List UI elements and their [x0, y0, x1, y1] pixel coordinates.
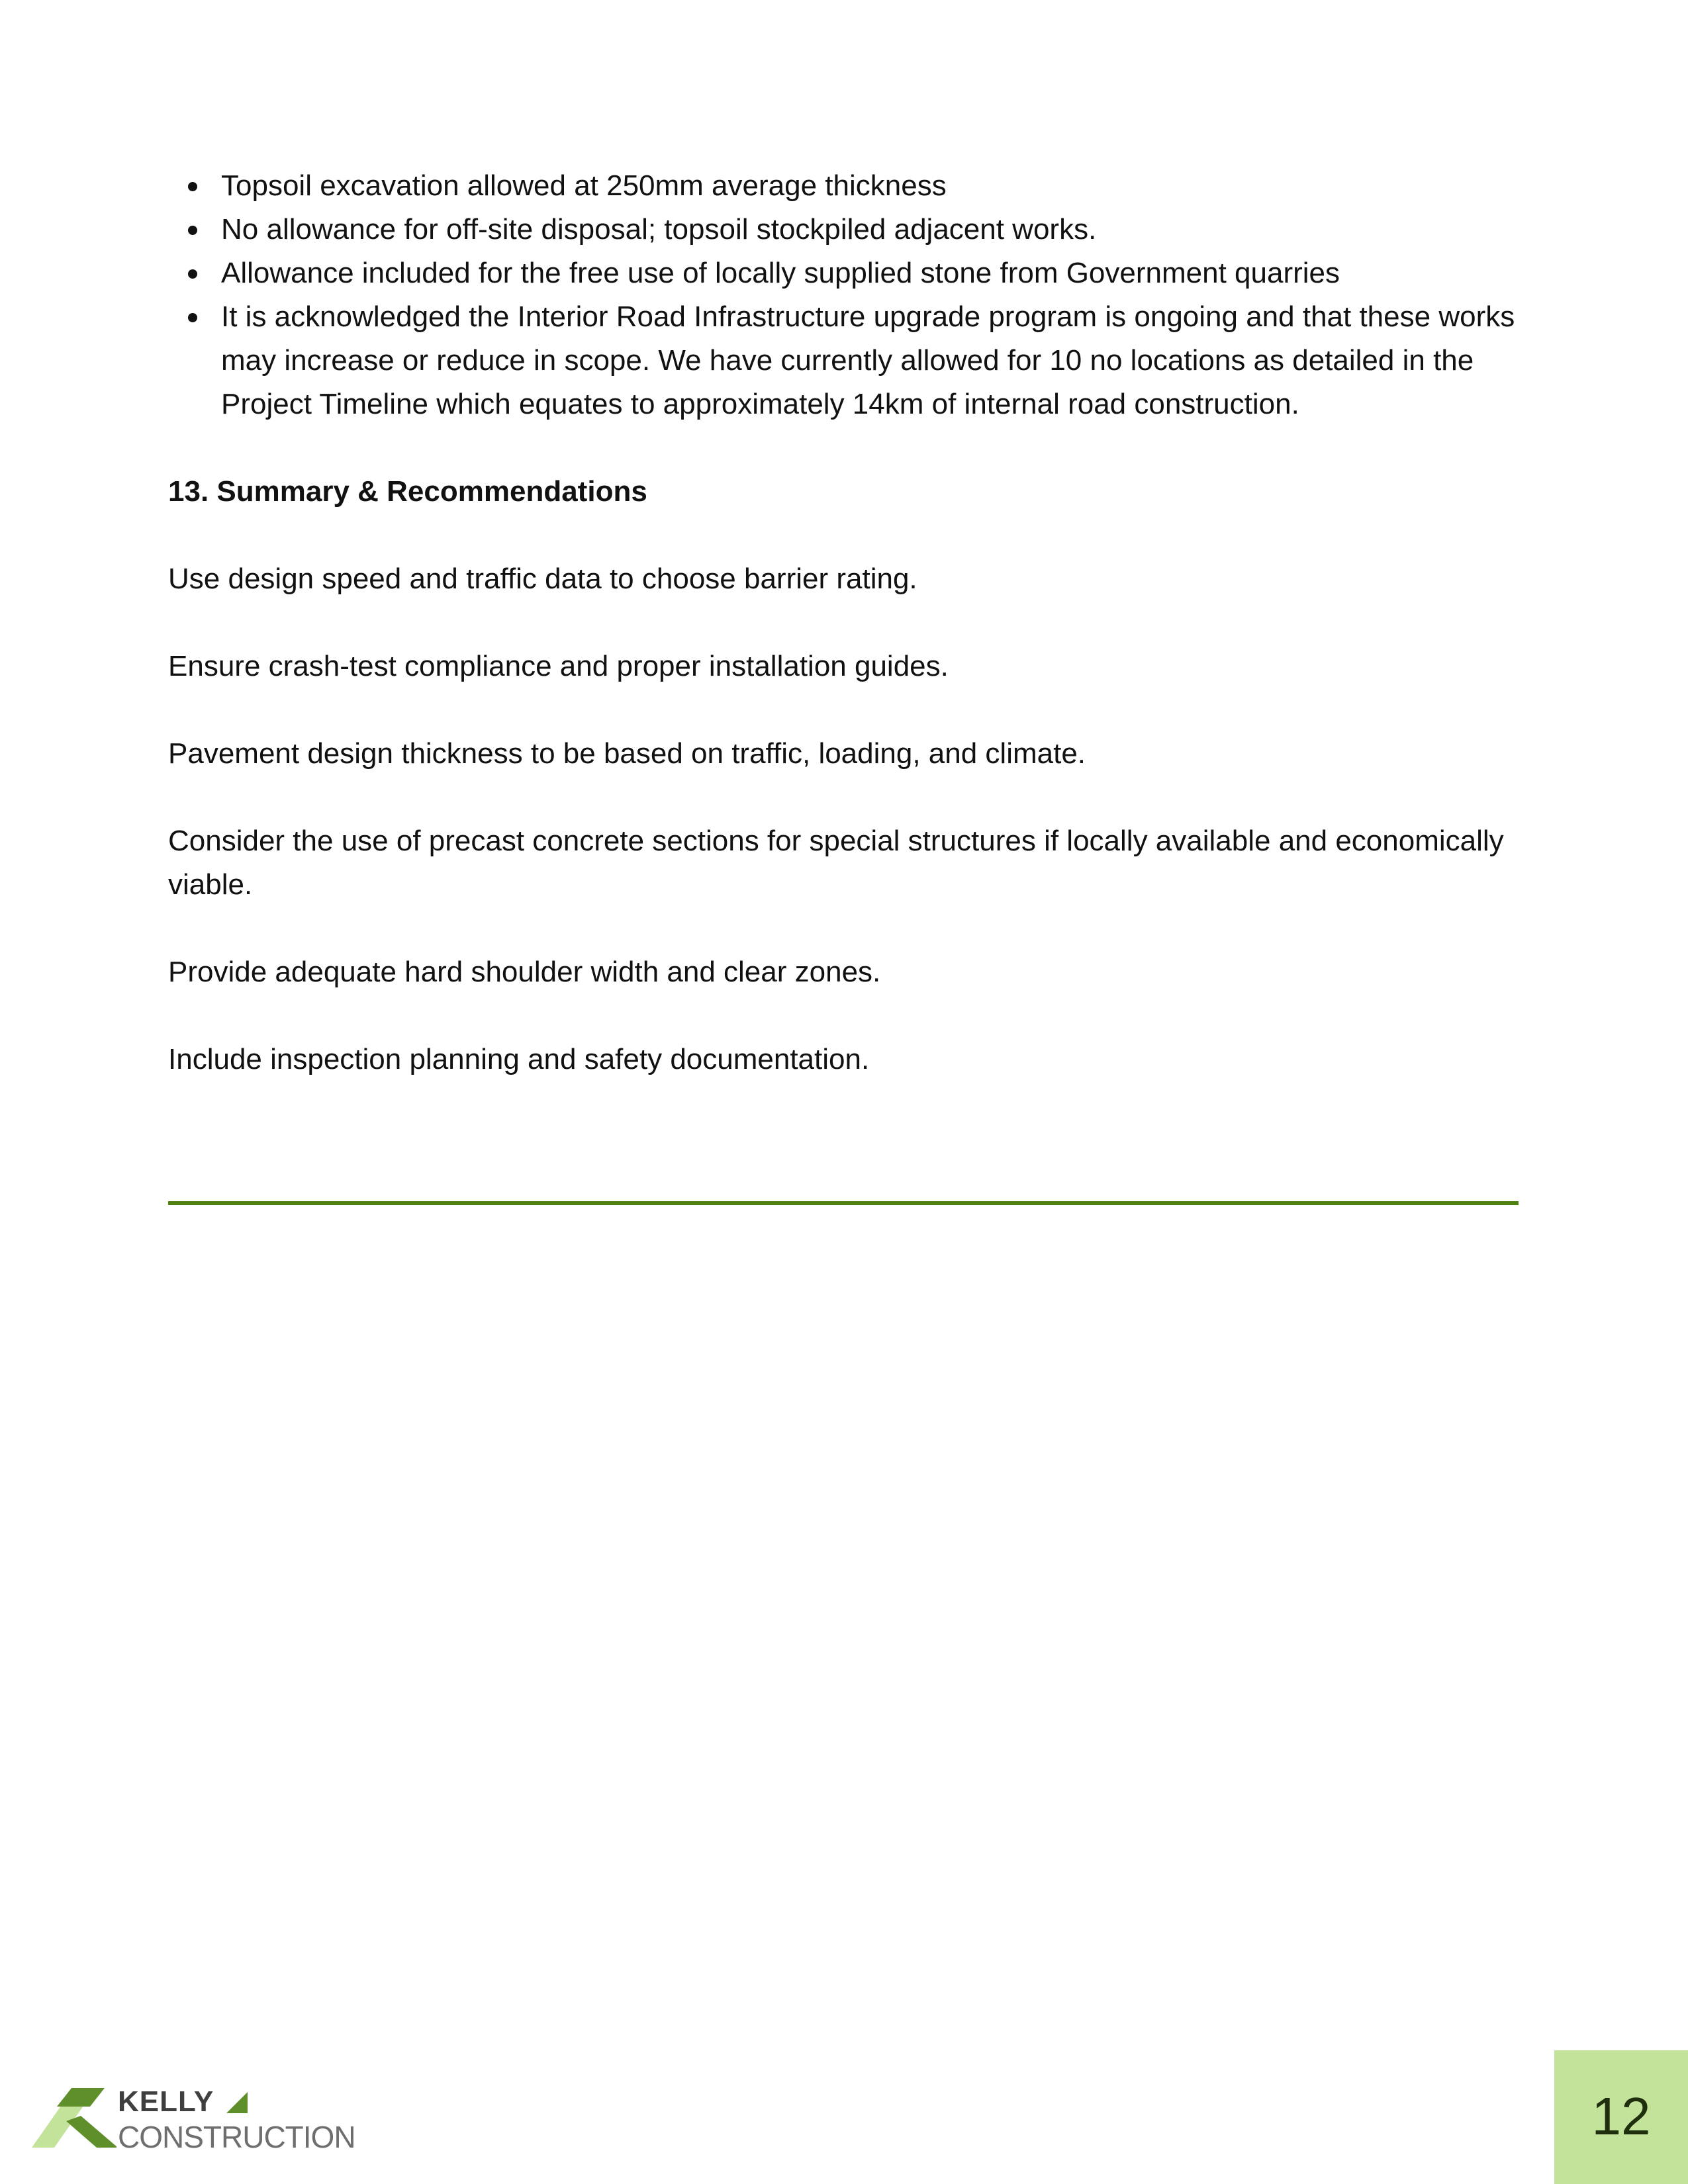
list-item: Allowance included for the free use of locally supplied stone from Government quarries [221, 251, 1519, 295]
recommendation-paragraph: Pavement design thickness to be based on traffic, loading, and climate. [168, 737, 1086, 770]
section-divider [168, 1201, 1519, 1205]
page-body [168, 164, 1519, 1081]
logo-text-construction: CONSTRUCTION [118, 2120, 355, 2154]
logo-text-kelly: KELLY [118, 2085, 214, 2118]
recommendation-paragraph: Provide adequate hard shoulder width and clear zones. [168, 956, 881, 988]
list-item: Topsoil excavation allowed at 250mm average thickness [221, 164, 1519, 208]
page-number-box [1554, 2050, 1688, 2184]
page-number: 12 [1591, 2087, 1651, 2146]
logo-accent-icon [224, 2089, 250, 2116]
list-item: No allowance for off-site disposal; topsoil stockpiled adjacent works. [221, 208, 1519, 251]
recommendation-paragraph: Consider the use of precast concrete sections for special structures if locally available and economically viable. [168, 825, 1504, 901]
recommendation-paragraph: Ensure crash-test compliance and proper installation guides. [168, 650, 949, 682]
recommendation-paragraph: Use design speed and traffic data to choose barrier rating. [168, 563, 917, 595]
section-heading: 13. Summary & Recommendations [168, 475, 647, 508]
company-logo [30, 2081, 375, 2158]
assumptions-list [168, 164, 1519, 426]
logo-mark-icon [30, 2081, 117, 2158]
list-item: It is acknowledged the Interior Road Infrastructure upgrade program is ongoing and that these works may increase or reduce in scope. We have currently allowed for 10 no locations as detailed in the Project Timeline which equates to approximately 14km of internal road construction. [221, 295, 1519, 426]
recommendation-paragraph: Include inspection planning and safety documentation. [168, 1043, 870, 1075]
